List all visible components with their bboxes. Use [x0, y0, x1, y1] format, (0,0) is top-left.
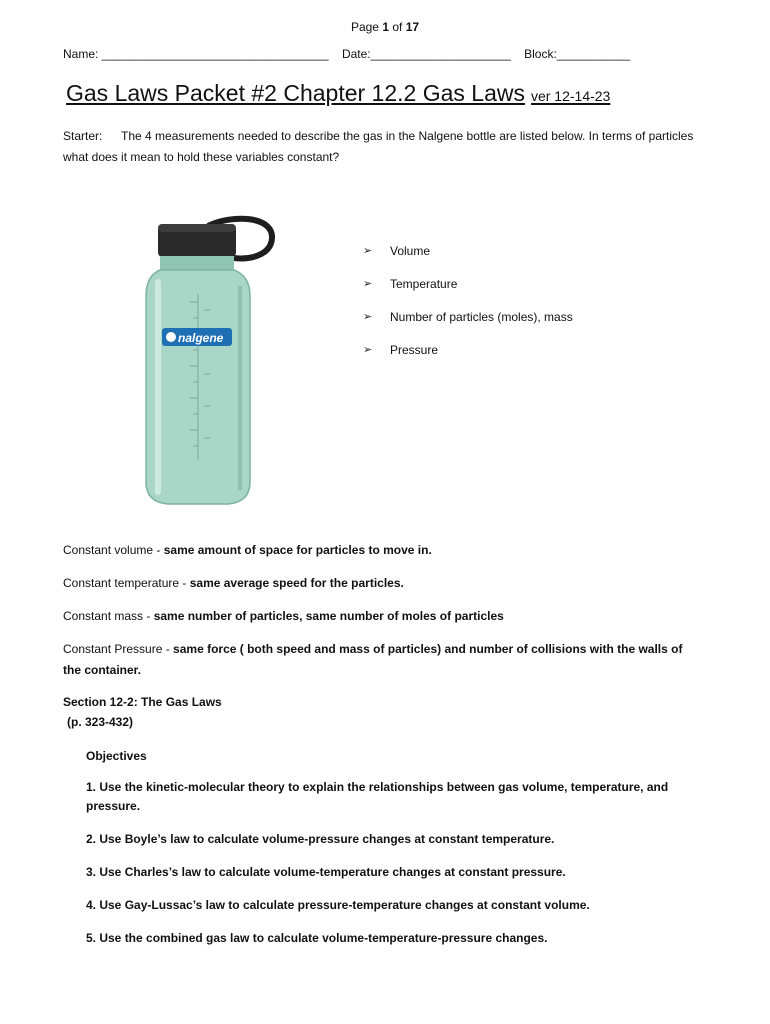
- list-item: ➢ Pressure: [363, 343, 439, 357]
- definition-constant-pressure: Constant Pressure - same force ( both speed and mass of particles) and number of collisions with the walls of the container.: [63, 642, 683, 677]
- name-field: Name: __________________________________: [63, 47, 329, 61]
- list-item: ➢ Number of particles (moles), mass: [363, 310, 573, 324]
- definition-constant-mass: Constant mass - same number of particles, same number of moles of particles: [63, 609, 504, 623]
- block-field: Block:___________: [524, 47, 631, 61]
- variable-list: [363, 244, 573, 376]
- page-number-total: 17: [405, 20, 420, 34]
- list-item: 4. Use Gay-Lussac’s law to calculate pressure-temperature changes at constant volume.: [86, 898, 590, 912]
- arrow-bullet-icon: ➢: [363, 344, 373, 356]
- page-number: [0, 20, 770, 34]
- svg-text:nalgene: nalgene: [178, 331, 224, 345]
- list-item: 3. Use Charles’s law to calculate volume-temperature changes at constant pressure.: [86, 865, 566, 879]
- list-item: ➢ Volume: [363, 244, 431, 258]
- starter-prompt: [63, 126, 703, 168]
- title-main: Gas Laws Packet #2 Chapter 12.2 Gas Laws: [66, 80, 525, 106]
- date-field: Date:_____________________: [341, 47, 511, 61]
- list-item: 2. Use Boyle’s law to calculate volume-pressure changes at constant temperature.: [86, 832, 555, 846]
- header-fields: [63, 47, 640, 61]
- section-heading: [63, 692, 222, 732]
- page-number-prefix: Page: [350, 20, 383, 34]
- objectives-list: [86, 746, 706, 962]
- list-item: ➢ Temperature: [363, 277, 458, 291]
- section-pages: (p. 323-432): [67, 715, 134, 729]
- objectives-heading: Objectives: [86, 749, 147, 763]
- arrow-bullet-icon: ➢: [363, 278, 373, 290]
- starter-label: Starter:: [63, 129, 103, 143]
- title-version: ver 12-14-23: [530, 88, 611, 104]
- page-number-current: 1: [382, 20, 389, 34]
- arrow-bullet-icon: ➢: [363, 245, 373, 257]
- nalgene-bottle-image: [138, 212, 288, 508]
- definition-constant-volume: Constant volume - same amount of space for particles to move in.: [63, 543, 432, 557]
- page-number-mid: of: [389, 20, 406, 34]
- definition-constant-temperature: Constant temperature - same average speed for the particles.: [63, 576, 404, 590]
- page-title: [66, 80, 716, 107]
- nalgene-logo: [162, 328, 232, 346]
- arrow-bullet-icon: ➢: [363, 311, 373, 323]
- list-item: 5. Use the combined gas law to calculate volume-temperature-pressure changes.: [86, 931, 548, 945]
- starter-text: The 4 measurements needed to describe the gas in the Nalgene bottle are listed below. In terms of particles what does it mean to hold these variables constant?: [63, 129, 694, 164]
- list-item: 1. Use the kinetic-molecular theory to explain the relationships between gas volume, temperature, and pressure.: [86, 780, 669, 813]
- section-title: Section 12-2: The Gas Laws: [63, 695, 222, 709]
